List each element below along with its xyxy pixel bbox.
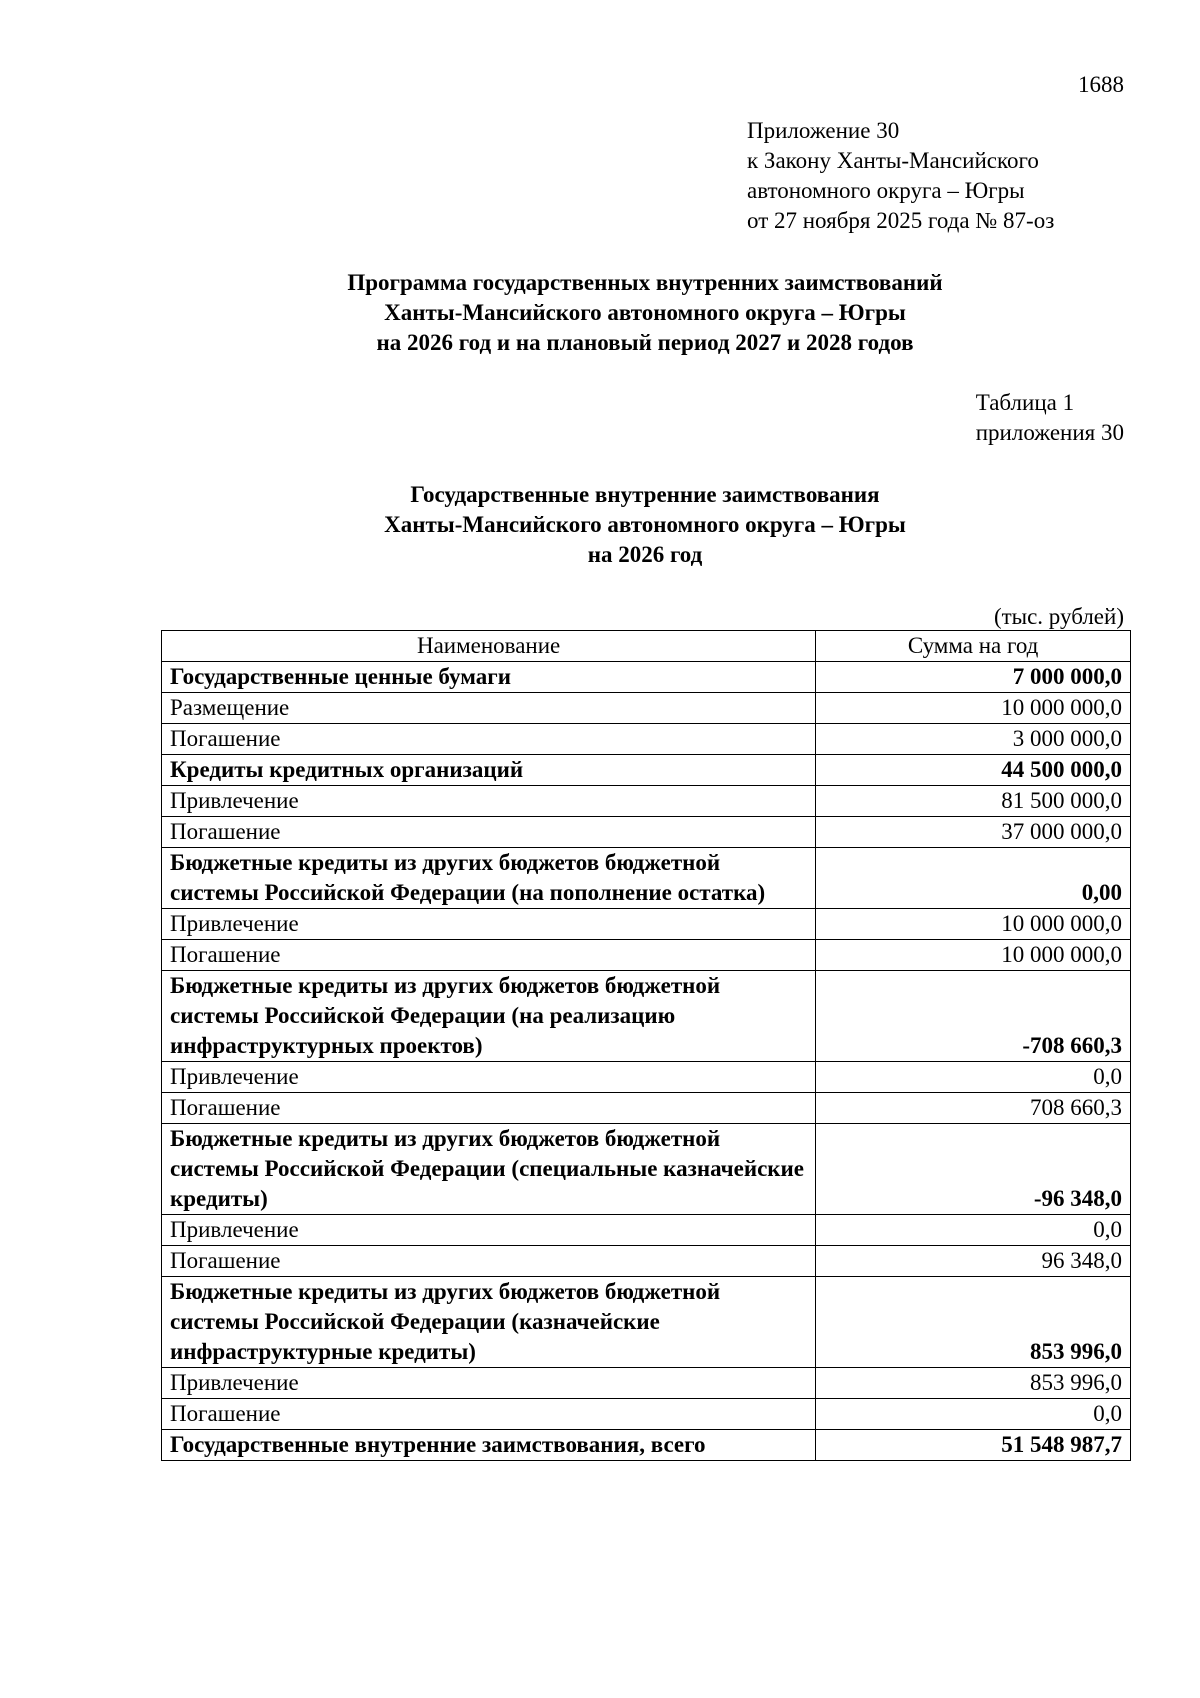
row-sum: 0,00 (816, 848, 1131, 909)
table-row (162, 940, 1131, 971)
row-sum: 96 348,0 (816, 1246, 1131, 1277)
table-row-section (162, 755, 1131, 786)
row-sum: 853 996,0 (816, 1277, 1131, 1368)
page-number: 1688 (1078, 72, 1124, 97)
row-name: Бюджетные кредиты из других бюджетов бюджетной системы Российской Федерации (на реализацию инфраструктурных проектов) (162, 971, 816, 1062)
table-label-line: приложения 30 (975, 420, 1124, 445)
table-row-total (162, 1430, 1131, 1461)
row-name: Государственные внутренние заимствования, всего (162, 1430, 816, 1461)
table-row (162, 1368, 1131, 1399)
appendix-line: Приложение 30 (747, 118, 900, 143)
borrowings-table (161, 630, 1131, 1461)
row-sum: 708 660,3 (816, 1093, 1131, 1124)
header-name: Наименование (162, 631, 816, 662)
row-name: Государственные ценные бумаги (162, 662, 816, 693)
table-row-section (162, 971, 1131, 1062)
table-row (162, 1215, 1131, 1246)
appendix-line: от 27 ноября 2025 года № 87-оз (747, 208, 1055, 233)
table-row (162, 724, 1131, 755)
table-row-section (162, 848, 1131, 909)
units-label: (тыс. рублей) (993, 604, 1124, 629)
row-name: Размещение (162, 693, 816, 724)
row-name: Погашение (162, 1246, 816, 1277)
row-name: Привлечение (162, 786, 816, 817)
table-row (162, 1246, 1131, 1277)
appendix-reference (747, 116, 1054, 236)
row-sum: 37 000 000,0 (816, 817, 1131, 848)
row-name: Бюджетные кредиты из других бюджетов бюджетной системы Российской Федерации (казначейские инфраструктурные кредиты) (162, 1277, 816, 1368)
row-sum: 3 000 000,0 (816, 724, 1131, 755)
program-title-line: на 2026 год и на плановый период 2027 и 2028 годов (376, 330, 914, 355)
row-sum: -96 348,0 (816, 1124, 1131, 1215)
row-sum: 0,0 (816, 1399, 1131, 1430)
table-label (976, 388, 1124, 448)
table-row (162, 817, 1131, 848)
row-sum: 51 548 987,7 (816, 1430, 1131, 1461)
table-row (162, 786, 1131, 817)
row-sum: 0,0 (816, 1215, 1131, 1246)
row-name: Погашение (162, 940, 816, 971)
row-name: Кредиты кредитных организаций (162, 755, 816, 786)
row-name: Бюджетные кредиты из других бюджетов бюджетной системы Российской Федерации (на пополнение остатка) (162, 848, 816, 909)
row-sum: -708 660,3 (816, 971, 1131, 1062)
row-sum: 10 000 000,0 (816, 940, 1131, 971)
row-name: Погашение (162, 817, 816, 848)
row-sum: 853 996,0 (816, 1368, 1131, 1399)
table-row-section (162, 662, 1131, 693)
appendix-line: к Закону Ханты-Мансийского (747, 148, 1039, 173)
program-title (0, 268, 1200, 358)
table-row-section (162, 1277, 1131, 1368)
table-row-section (162, 1124, 1131, 1215)
header-sum: Сумма на год (816, 631, 1131, 662)
row-name: Бюджетные кредиты из других бюджетов бюджетной системы Российской Федерации (специальные казначейские кредиты) (162, 1124, 816, 1215)
table-row (162, 693, 1131, 724)
row-sum: 7 000 000,0 (816, 662, 1131, 693)
table-row (162, 1399, 1131, 1430)
row-name: Погашение (162, 1399, 816, 1430)
table-label-line: Таблица 1 (975, 390, 1075, 415)
table-title-line: Ханты-Мансийского автономного округа – Югры (384, 512, 906, 537)
table-header-row (162, 631, 1131, 662)
table-title-line: на 2026 год (587, 542, 703, 567)
appendix-line: автономного округа – Югры (747, 178, 1025, 203)
program-title-line: Программа государственных внутренних заимствований (347, 270, 943, 295)
row-name: Привлечение (162, 1062, 816, 1093)
table-title (0, 480, 1200, 570)
row-sum: 10 000 000,0 (816, 693, 1131, 724)
program-title-line: Ханты-Мансийского автономного округа – Югры (384, 300, 906, 325)
row-name: Привлечение (162, 1215, 816, 1246)
row-sum: 81 500 000,0 (816, 786, 1131, 817)
row-sum: 0,0 (816, 1062, 1131, 1093)
table-title-line: Государственные внутренние заимствования (410, 482, 880, 507)
table-row (162, 909, 1131, 940)
row-sum: 10 000 000,0 (816, 909, 1131, 940)
row-name: Погашение (162, 1093, 816, 1124)
table-row (162, 1093, 1131, 1124)
row-name: Привлечение (162, 909, 816, 940)
row-name: Привлечение (162, 1368, 816, 1399)
row-sum: 44 500 000,0 (816, 755, 1131, 786)
table-row (162, 1062, 1131, 1093)
row-name: Погашение (162, 724, 816, 755)
